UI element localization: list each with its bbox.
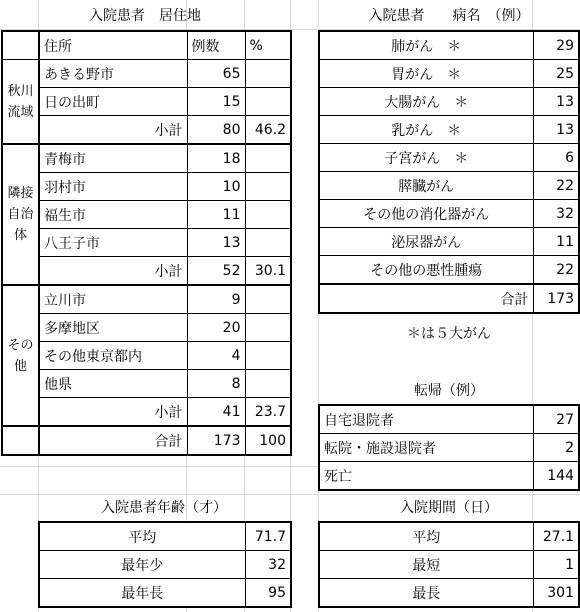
- group-label-line: 他: [13, 358, 27, 374]
- disease-count: 32: [533, 200, 579, 228]
- residence-title: 入院患者 居住地: [89, 8, 201, 24]
- age-title: 入院患者年齢（才）: [101, 500, 227, 516]
- outcome-name: 死亡: [319, 462, 533, 491]
- place-name: 多摩地区: [39, 314, 187, 342]
- stay-value: 301: [533, 579, 579, 608]
- table-row: [319, 88, 579, 116]
- table-row: [319, 144, 579, 172]
- total-blank: [2, 426, 39, 455]
- subtotal-row: [2, 257, 291, 286]
- place-pct: [245, 229, 291, 257]
- place-count: 20: [187, 314, 245, 342]
- place-name: あきる野市: [39, 60, 187, 88]
- disease-count: 6: [533, 144, 579, 172]
- table-row: [319, 60, 579, 88]
- age-value: 32: [245, 551, 291, 579]
- age-label: 最年少: [39, 551, 245, 579]
- place-count: 8: [187, 370, 245, 398]
- table-row: [319, 31, 579, 60]
- group-label-akikawa: [2, 60, 39, 145]
- age-value: 71.7: [245, 522, 291, 551]
- total-row: [2, 426, 291, 455]
- place-name: 日の出町: [39, 88, 187, 116]
- age-label: 最年長: [39, 579, 245, 608]
- grid-line: [0, 494, 580, 495]
- place-name: 羽村市: [39, 173, 187, 201]
- disease-count: 13: [533, 88, 579, 116]
- subtotal-count: 80: [187, 116, 245, 145]
- disease-name: 大腸がん ＊: [319, 88, 533, 116]
- stay-title: 入院期間（日）: [400, 500, 498, 516]
- place-count: 15: [187, 88, 245, 116]
- group-label-other: [2, 285, 39, 426]
- subtotal-count: 41: [187, 398, 245, 427]
- table-row: [319, 462, 579, 491]
- outcome-name: 自宅退院者: [319, 405, 533, 434]
- table-row: [2, 201, 291, 229]
- stay-label: 平均: [319, 522, 533, 551]
- header-count: 例数: [187, 31, 245, 60]
- place-count: 18: [187, 144, 245, 173]
- table-row: [2, 285, 291, 314]
- group-label-line: 体: [13, 228, 27, 243]
- place-pct: [245, 60, 291, 88]
- header-address: 住所: [39, 31, 187, 60]
- disease-name: 膵臓がん: [319, 172, 533, 200]
- place-pct: [245, 144, 291, 173]
- table-row: [2, 88, 291, 116]
- place-pct: [245, 314, 291, 342]
- group-label-line: 流域: [7, 104, 34, 120]
- place-count: 65: [187, 60, 245, 88]
- subtotal-pct: 23.7: [245, 398, 291, 427]
- table-row: [2, 229, 291, 257]
- table-row: [2, 60, 291, 88]
- header-blank: [2, 31, 39, 60]
- table-row: [2, 173, 291, 201]
- group-label-line: その: [7, 337, 34, 353]
- disease-name: 胃がん ＊: [319, 60, 533, 88]
- stay-value: 27.1: [533, 522, 579, 551]
- group-label-line: 自治: [7, 207, 34, 222]
- group-label-line: 秋川: [7, 83, 34, 99]
- outcome-count: 144: [533, 462, 579, 491]
- disease-count: 13: [533, 116, 579, 144]
- disease-total-label: 合計: [319, 284, 533, 313]
- place-count: 10: [187, 173, 245, 201]
- total-pct: 100: [245, 426, 291, 455]
- place-count: 9: [187, 285, 245, 314]
- stay-label: 最長: [319, 579, 533, 608]
- table-row: [39, 579, 291, 608]
- place-pct: [245, 88, 291, 116]
- place-pct: [245, 370, 291, 398]
- table-row: [319, 551, 579, 579]
- subtotal-row: [2, 116, 291, 145]
- subtotal-label: 小計: [39, 257, 187, 286]
- disease-name: 子宮がん ＊: [319, 144, 533, 172]
- place-name: その他東京都内: [39, 342, 187, 370]
- place-count: 4: [187, 342, 245, 370]
- subtotal-pct: 46.2: [245, 116, 291, 145]
- table-row: [319, 116, 579, 144]
- table-row: [319, 434, 579, 462]
- table-row: [319, 172, 579, 200]
- table-row: [2, 314, 291, 342]
- five-cancers-note: ＊は５大がん: [407, 326, 491, 342]
- subtotal-row: [2, 398, 291, 427]
- stay-label: 最短: [319, 551, 533, 579]
- disease-name: 泌尿器がん: [319, 228, 533, 256]
- disease-name: その他の消化器がん: [319, 200, 533, 228]
- subtotal-count: 52: [187, 257, 245, 286]
- table-row: [319, 256, 579, 285]
- disease-name: 乳がん ＊: [319, 116, 533, 144]
- disease-count: 25: [533, 60, 579, 88]
- disease-count: 29: [533, 31, 579, 60]
- disease-total-count: 173: [533, 284, 579, 313]
- disease-title: 入院患者 病名 （例）: [368, 8, 530, 24]
- age-table: [38, 521, 292, 608]
- disease-count: 22: [533, 256, 579, 285]
- table-row: [2, 370, 291, 398]
- table-row: [319, 200, 579, 228]
- disease-count: 11: [533, 228, 579, 256]
- place-pct: [245, 173, 291, 201]
- disease-name: 肺がん ＊: [319, 31, 533, 60]
- outcome-table: [318, 404, 580, 491]
- residence-table: [1, 30, 292, 456]
- place-name: 他県: [39, 370, 187, 398]
- total-label: 合計: [39, 426, 187, 455]
- residence-header-row: [2, 31, 291, 60]
- place-name: 八王子市: [39, 229, 187, 257]
- stay-table: [318, 521, 580, 608]
- table-row: [319, 579, 579, 608]
- group-label-line: 隣接: [7, 186, 34, 201]
- subtotal-label: 小計: [39, 116, 187, 145]
- disease-count: 22: [533, 172, 579, 200]
- group-label-adjacent: [2, 144, 39, 285]
- outcome-title: 転帰（例）: [414, 383, 484, 399]
- table-row: [319, 405, 579, 434]
- outcome-name: 転院・施設退院者: [319, 434, 533, 462]
- table-row: [319, 522, 579, 551]
- place-count: 11: [187, 201, 245, 229]
- table-row: [2, 342, 291, 370]
- table-row: [39, 551, 291, 579]
- place-count: 13: [187, 229, 245, 257]
- table-row: [2, 144, 291, 173]
- age-value: 95: [245, 579, 291, 608]
- total-row: [319, 284, 579, 313]
- table-row: [39, 522, 291, 551]
- table-row: [319, 228, 579, 256]
- subtotal-pct: 30.1: [245, 257, 291, 286]
- disease-table: [318, 30, 580, 314]
- place-name: 立川市: [39, 285, 187, 314]
- place-pct: [245, 342, 291, 370]
- total-count: 173: [187, 426, 245, 455]
- outcome-count: 27: [533, 405, 579, 434]
- place-pct: [245, 201, 291, 229]
- disease-name: その他の悪性腫瘍: [319, 256, 533, 285]
- outcome-count: 2: [533, 434, 579, 462]
- stay-value: 1: [533, 551, 579, 579]
- age-label: 平均: [39, 522, 245, 551]
- place-pct: [245, 285, 291, 314]
- place-name: 青梅市: [39, 144, 187, 173]
- subtotal-label: 小計: [39, 398, 187, 427]
- header-pct: %: [245, 31, 291, 60]
- place-name: 福生市: [39, 201, 187, 229]
